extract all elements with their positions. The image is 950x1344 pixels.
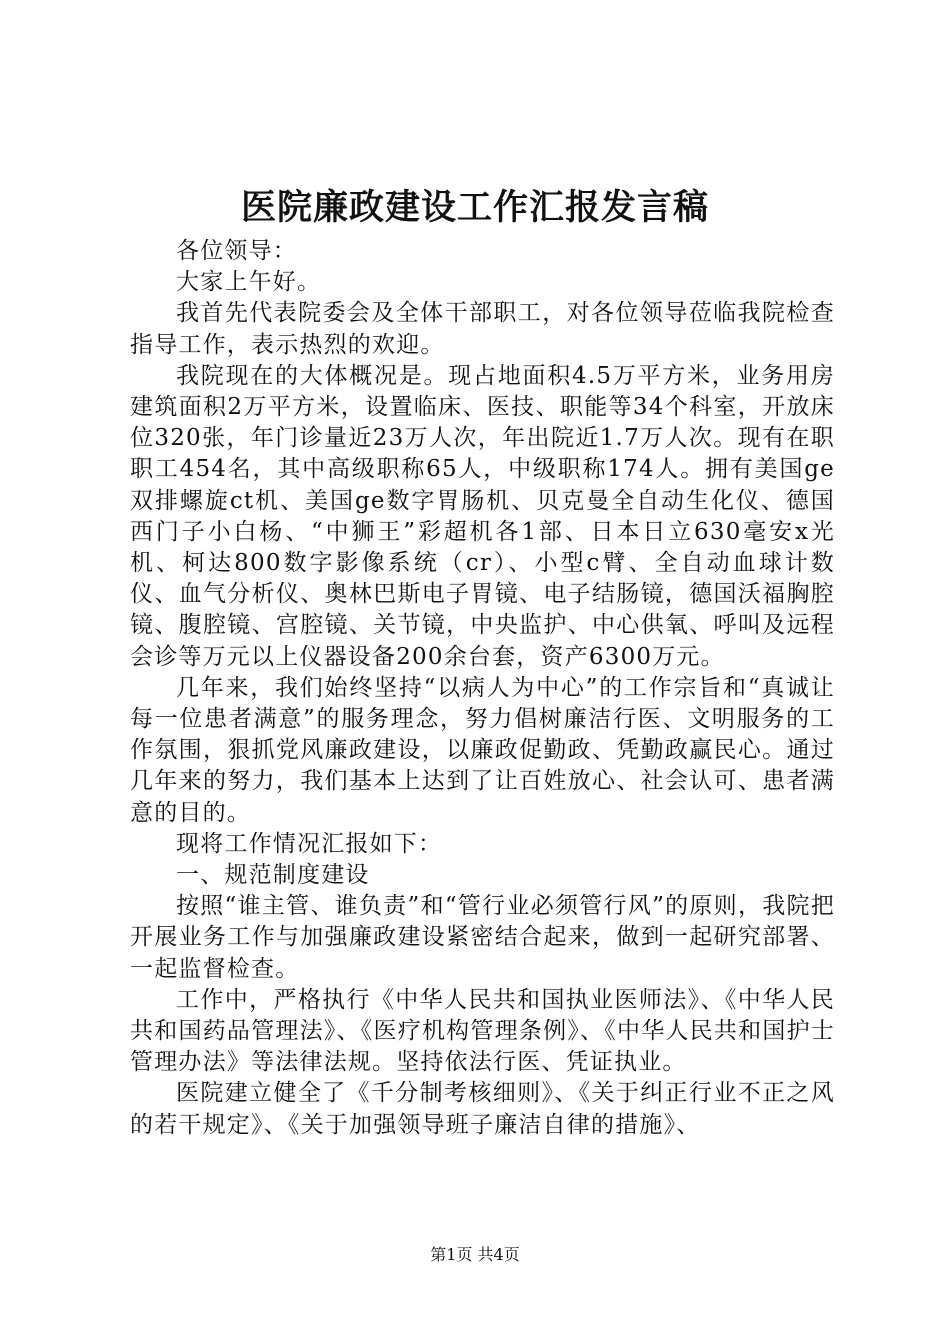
section-heading: 一、规范制度建设 bbox=[176, 862, 370, 889]
document-body bbox=[130, 236, 835, 1141]
paragraph-responsibility: 按照“谁主管、谁负责”和“管行业必须管行风”的原则，我院把开展业务工作与加强廉政建设紧密结合起来，做到一起研究部署、一起监督检查。 bbox=[130, 893, 835, 982]
paragraph-regulations: 医院建立健全了《千分制考核细则》、《关于纠正行业不正之风的若干规定》、《关于加强领导班子廉洁自律的措施》、 bbox=[130, 1080, 835, 1138]
paragraph-salutation: 各位领导： bbox=[176, 238, 297, 264]
paragraph-laws: 工作中，严格执行《中华人民共和国执业医师法》、《中华人民共和国药品管理法》、《医疗机构管理条例》、《中华人民共和国护士管理办法》等法律法规。坚持依法行医、凭证执业。 bbox=[130, 986, 835, 1076]
paragraph-welcome: 我首先代表院委会及全体干部职工，对各位领导莅临我院检查指导工作，表示热烈的欢迎。 bbox=[130, 300, 835, 358]
paragraph-report-intro: 现将工作情况汇报如下： bbox=[176, 830, 443, 857]
paragraph-greeting: 大家上午好。 bbox=[176, 269, 322, 296]
document-title: 医院廉政建设工作汇报发言稿 bbox=[240, 187, 709, 228]
paragraph-overview: 我院现在的大体概况是。现占地面积4.5万平方米，业务用房建筑面积2万平方米，设置临床、医技、职能等34个科室，开放床位320张，年门诊量近23万人次，年出院近1.7万人次。现有在职职工454名，其中高级职称65人，中级职称174人。拥有美国ge双排螺旋ct机、美国ge数字胃肠机、贝克曼全自动生化仪、德国西门子小白杨、“中狮王”彩超机各1部、日本日立630毫安x光机、柯达800数字影像系统（cr）、小型c臂、全自动血球计数仪、血气分析仪、奥林巴斯电子胃镜、电子结肠镜，德国沃福胸腔镜、腹腔镜、宫腔镜、关节镜，中央监护、中心供氧、呼叫及远程会诊等万元以上仪器设备200余台套，资产6300万元。 bbox=[130, 362, 835, 670]
paragraph-principles: 几年来，我们始终坚持“以病人为中心”的工作宗旨和“真诚让每一位患者满意”的服务理念，努力倡树廉洁行医、文明服务的工作氛围，狠抓党风廉政建设，以廉政促勤政、凭勤政赢民心。通过几年来的努力，我们基本上达到了让百姓放心、社会认可、患者满意的目的。 bbox=[130, 674, 835, 826]
page-footer: 第1页 共4页 bbox=[430, 1245, 520, 1264]
